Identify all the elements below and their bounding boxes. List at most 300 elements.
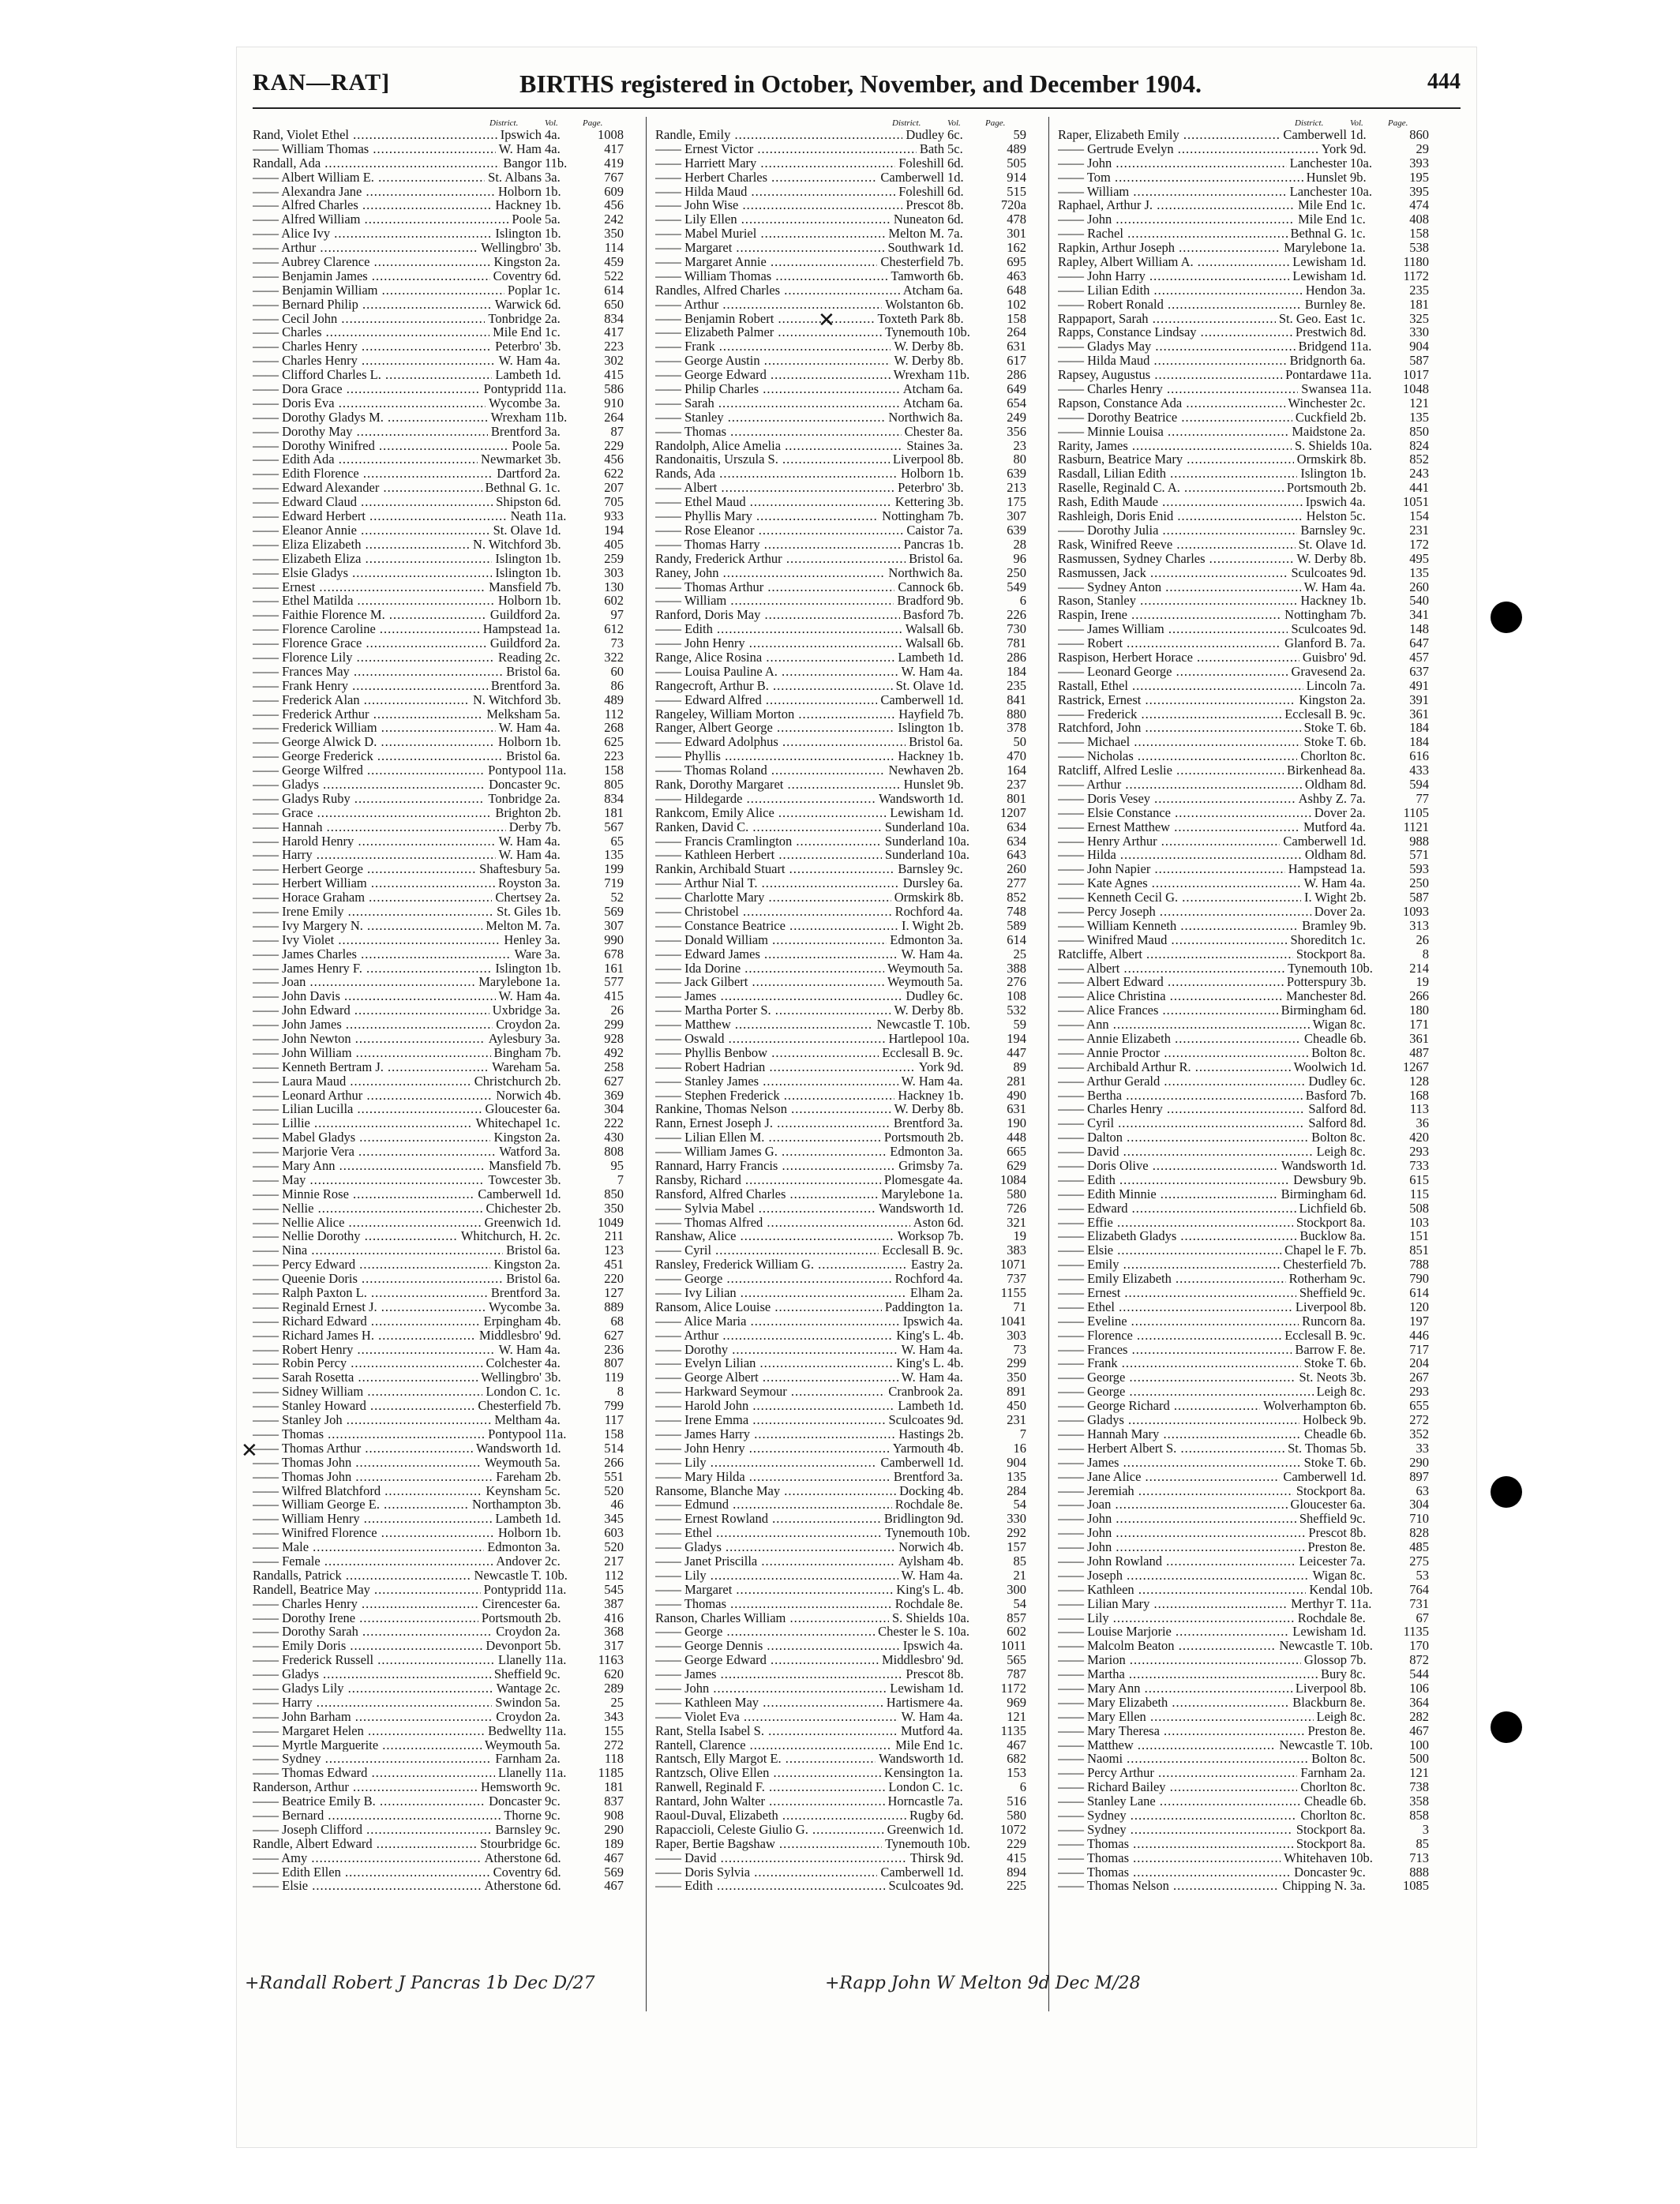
entry-volume: 11a. — [545, 381, 567, 397]
entry-district: Lambeth — [492, 368, 542, 382]
entry-name: —— Harold Henry ..... — [253, 834, 537, 849]
entry-district: W. Ham — [496, 989, 542, 1003]
entry-district: Grimsby — [895, 1159, 944, 1173]
entry-volume: 8b. — [947, 353, 964, 369]
entry-name: —— Winifred Maud ..... — [1058, 933, 1342, 947]
entry-district: Lambeth — [894, 1399, 944, 1413]
entry-page: 505 — [1007, 155, 1026, 171]
entry-name: —— Amy ..... — [253, 1851, 537, 1865]
entry-page: 629 — [1007, 1158, 1026, 1174]
entry-name: —— Thomas Harry ..... — [655, 538, 939, 552]
entry-volume: 1b. — [545, 960, 561, 976]
entry-volume: 11a. — [1350, 367, 1372, 383]
entry-district: Walsall — [902, 636, 944, 650]
entry-district: Brentford — [488, 425, 542, 439]
index-entry — [1058, 1724, 1453, 1738]
entry-name: —— Frederick Russell ..... — [253, 1653, 537, 1667]
entry-page: 249 — [1007, 409, 1026, 425]
index-entry — [253, 1385, 647, 1399]
entry-page: 277 — [1007, 875, 1026, 891]
entry-volume: 9c. — [1350, 522, 1366, 538]
entry-page: 86 — [610, 677, 624, 693]
entry-district: Gloucester — [1288, 1497, 1347, 1512]
entry-volume: 7a. — [1350, 790, 1366, 806]
entry-page: 217 — [604, 1553, 624, 1569]
entry-page: 738 — [1409, 1779, 1429, 1795]
entry-page: 112 — [604, 1567, 624, 1583]
entry-volume: 3b. — [545, 1370, 561, 1385]
entry-volume: 2b. — [947, 917, 964, 933]
column-heading-label: Vol. — [545, 118, 558, 128]
index-entry — [1058, 283, 1453, 298]
entry-page: 272 — [1409, 1412, 1429, 1428]
entry-district: Lincoln — [1303, 679, 1347, 693]
index-entry — [1058, 594, 1453, 608]
entry-volume: 4a. — [947, 1567, 963, 1583]
entry-volume: 4a. — [545, 1341, 561, 1357]
entry-volume: 2a. — [545, 1624, 561, 1640]
index-entry — [253, 735, 647, 749]
entry-page: 120 — [1409, 1299, 1429, 1314]
entry-page: 748 — [1007, 903, 1026, 919]
entry-volume: 9d. — [947, 1878, 964, 1894]
punch-hole — [1491, 1711, 1522, 1743]
entry-name: —— Annie Elizabeth ..... — [1058, 1032, 1342, 1046]
entry-district: Wareham — [489, 1060, 542, 1074]
entry-name: —— Edmund ..... — [655, 1497, 939, 1512]
entry-name: —— Charles Henry ..... — [253, 1597, 537, 1611]
entry-district: Prescot — [902, 1667, 944, 1681]
entry-name: —— Stanley Joh ..... — [253, 1413, 537, 1427]
entry-page: 1207 — [1000, 804, 1026, 820]
entry-name: —— Nellie Dorothy ..... — [253, 1229, 537, 1243]
entry-district: Mutford — [898, 1724, 944, 1738]
entry-volume: 1d. — [947, 790, 964, 806]
entry-page: 467 — [1007, 1737, 1026, 1752]
index-entry — [655, 425, 1050, 439]
index-entry — [655, 1441, 1050, 1456]
entry-name: Rann, Ernest Joseph J. ..... — [655, 1116, 939, 1130]
entry-volume: 8c. — [1350, 1144, 1366, 1160]
entry-page: 117 — [604, 1412, 624, 1428]
entry-name: —— John Davis ..... — [253, 989, 537, 1003]
entry-volume: 6a. — [947, 282, 963, 298]
entry-name: —— George Frederick ..... — [253, 749, 537, 763]
page-number: 444 — [1427, 69, 1461, 94]
entry-district: Brentford — [488, 679, 542, 693]
index-entry — [253, 1512, 647, 1526]
entry-district: Ecclesall B. — [879, 1046, 944, 1060]
index-entry — [1058, 989, 1453, 1003]
entry-district: Hampstead — [480, 622, 542, 636]
entry-volume: 1d. — [1350, 833, 1367, 849]
entry-volume: 5c. — [545, 1482, 561, 1498]
entry-page: 350 — [1007, 1370, 1026, 1385]
entry-district: Liverpool — [1292, 1300, 1347, 1314]
entry-name: Rasdall, Lilian Edith ..... — [1058, 467, 1342, 481]
entry-name: —— Beatrice Emily B. ..... — [253, 1794, 537, 1809]
entry-name: —— Marion ..... — [1058, 1653, 1342, 1667]
index-entry — [1058, 763, 1453, 778]
entry-name: —— John ..... — [1058, 156, 1342, 171]
entry-volume: 6a. — [947, 395, 963, 410]
entry-district: Shaftesbury — [476, 862, 542, 876]
entry-name: —— Gladys ..... — [253, 778, 537, 792]
entry-page: 1105 — [1403, 804, 1429, 820]
entry-name: —— Phyllis Benbow ..... — [655, 1046, 939, 1060]
entry-district: W. Ham — [898, 1343, 944, 1357]
entry-name: —— Dorothy Sarah ..... — [253, 1625, 537, 1639]
index-entry — [655, 763, 1050, 778]
entry-page: 387 — [604, 1595, 624, 1611]
entry-volume: 11b. — [545, 155, 568, 171]
entry-page: 242 — [604, 212, 624, 227]
index-entry — [655, 227, 1050, 241]
index-entry — [253, 1173, 647, 1187]
entry-volume: 5a. — [545, 1694, 561, 1710]
entry-name: —— Florence Grace ..... — [253, 636, 537, 650]
entry-name: —— Elsie Constance ..... — [1058, 806, 1342, 820]
entry-name: —— Gladys ..... — [655, 1540, 939, 1554]
entry-page: 46 — [610, 1497, 624, 1512]
entry-volume: 10a. — [947, 833, 969, 849]
index-entry — [253, 227, 647, 241]
entry-page: 264 — [604, 409, 624, 425]
entry-page: 419 — [604, 155, 624, 171]
entry-volume: 3a. — [947, 1115, 963, 1131]
entry-district: Neath — [508, 509, 542, 523]
header-rule — [253, 107, 1461, 109]
entry-page: 121 — [1409, 395, 1429, 410]
entry-volume: 2c. — [545, 1553, 561, 1569]
entry-district: Camberwell — [474, 1187, 542, 1201]
entry-page: 211 — [604, 1228, 624, 1244]
entry-name: —— Dora Grace ..... — [253, 382, 537, 396]
index-entry — [253, 1653, 647, 1667]
entry-volume: 11a. — [545, 1652, 567, 1668]
entry-page: 322 — [604, 649, 624, 665]
index-entry — [655, 1540, 1050, 1554]
entry-district: Portsmouth — [1284, 481, 1347, 495]
index-entry — [1058, 354, 1453, 368]
entry-district: Holborn — [495, 594, 542, 608]
entry-page: 307 — [1007, 508, 1026, 524]
entry-name: Ranken, David C. ..... — [655, 820, 939, 834]
entry-volume: 9c. — [545, 1807, 561, 1823]
entry-volume: 3a. — [947, 931, 963, 947]
entry-district: Tynemouth — [882, 1837, 944, 1851]
entry-page: 123 — [604, 1243, 624, 1258]
entry-volume: 8b. — [947, 339, 964, 354]
entry-volume: 11a. — [545, 1765, 567, 1781]
entry-volume: 9d. — [1350, 141, 1367, 156]
entry-district: Bolton — [1308, 1752, 1347, 1766]
entry-district: Wolverhampton — [1260, 1399, 1347, 1413]
index-entry — [1058, 481, 1453, 495]
entry-page: 508 — [1409, 1200, 1429, 1216]
entry-page: 914 — [1007, 169, 1026, 185]
entry-volume: 10a. — [1350, 183, 1372, 199]
entry-name: —— Minnie Rose ..... — [253, 1187, 537, 1201]
entry-volume: 3a. — [545, 1144, 561, 1160]
entry-name: —— George Edward ..... — [655, 368, 939, 382]
entry-district: Chester le S. — [875, 1625, 944, 1639]
entry-name: —— Grace ..... — [253, 806, 537, 820]
entry-district: London C. — [885, 1780, 944, 1794]
entry-volume: 6b. — [947, 268, 964, 283]
entry-name: —— Thomas ..... — [655, 425, 939, 439]
entry-volume: 1c. — [545, 282, 561, 298]
entry-district: Bingham — [491, 1046, 542, 1060]
index-entry — [253, 1159, 647, 1173]
entry-page: 162 — [1007, 240, 1026, 256]
index-entry — [253, 1046, 647, 1060]
entry-page: 317 — [604, 1638, 624, 1654]
entry-volume: 10a. — [947, 819, 969, 834]
index-entry — [1058, 1540, 1453, 1554]
entry-page: 1093 — [1403, 903, 1429, 919]
entry-page: 933 — [604, 508, 624, 524]
index-entry — [1058, 1018, 1453, 1032]
entry-volume: 8b. — [1350, 1299, 1367, 1314]
entry-district: Blackburn — [1289, 1696, 1347, 1710]
entry-page: 467 — [604, 1850, 624, 1865]
entry-volume: 1c. — [947, 1737, 963, 1752]
index-entry — [253, 425, 647, 439]
entry-page: 731 — [1409, 1595, 1429, 1611]
index-entry — [655, 1243, 1050, 1258]
entry-volume: 4b. — [947, 1553, 964, 1569]
entry-page: 77 — [1416, 790, 1429, 806]
entry-volume: 8c. — [1350, 1751, 1366, 1767]
entry-name: Rapaccioli, Celeste Giulio G. ..... — [655, 1823, 939, 1837]
entry-page: 634 — [1007, 833, 1026, 849]
entry-name: —— Charles Henry ..... — [253, 354, 537, 368]
entry-page: 717 — [1409, 1341, 1429, 1357]
index-entry — [1058, 212, 1453, 227]
entry-district: Farnham — [1297, 1766, 1347, 1780]
entry-name: —— Thomas ..... — [1058, 1837, 1342, 1851]
entry-page: 85 — [1416, 1835, 1429, 1851]
entry-name: Rantsch, Elly Margot E. ..... — [655, 1752, 939, 1766]
index-entry — [1058, 325, 1453, 339]
entry-page: 857 — [1007, 1610, 1026, 1625]
entry-district: Stockport — [1293, 947, 1347, 961]
entry-name: —— George Alwick D. ..... — [253, 735, 537, 749]
entry-volume: 9c. — [545, 1794, 561, 1809]
entry-district: Newmarket — [478, 452, 542, 467]
entry-page: 807 — [604, 1355, 624, 1371]
entry-name: —— Mary Hilda ..... — [655, 1470, 939, 1484]
entry-page: 114 — [604, 240, 624, 256]
index-entry — [1058, 410, 1453, 425]
index-entry — [655, 1625, 1050, 1639]
entry-page: 264 — [1007, 324, 1026, 340]
entry-name: Ranwell, Reginald F. ..... — [655, 1780, 939, 1794]
entry-district: W. Derby — [891, 1003, 944, 1018]
entry-name: —— Arthur ..... — [655, 298, 939, 312]
entry-district: Edmonton — [887, 1145, 944, 1159]
entry-page: 538 — [1409, 240, 1429, 256]
entry-volume: 8c. — [1350, 1130, 1366, 1145]
index-entry — [655, 820, 1050, 834]
entry-page: 115 — [1409, 1186, 1429, 1201]
index-entry — [253, 1074, 647, 1089]
index-entry — [253, 1865, 647, 1880]
entry-volume: 8c. — [1350, 748, 1366, 764]
index-entry — [1058, 171, 1453, 185]
entry-volume: 6d. — [1350, 1003, 1367, 1018]
entry-page: 446 — [1409, 1327, 1429, 1343]
index-entry — [253, 1738, 647, 1752]
entry-volume: 9b. — [1350, 917, 1367, 933]
index-entry — [655, 1329, 1050, 1343]
entry-page: 268 — [604, 720, 624, 736]
entry-volume: 6b. — [1350, 734, 1367, 750]
index-entry — [1058, 382, 1453, 396]
entry-volume: 1d. — [947, 1200, 964, 1216]
entry-page: 589 — [1007, 917, 1026, 933]
entry-volume: 9d. — [1350, 621, 1367, 637]
entry-volume: 7b. — [1350, 1652, 1367, 1668]
entry-name: —— Dorothy ..... — [655, 1343, 939, 1357]
entry-district: Bradford — [894, 594, 944, 608]
index-entry — [655, 354, 1050, 368]
entry-district: Hackney — [894, 1089, 944, 1103]
entry-volume: 7b. — [947, 508, 964, 524]
entry-volume: 8c. — [1350, 1779, 1366, 1795]
entry-page: 828 — [1409, 1525, 1429, 1541]
entry-volume: 2b. — [545, 1200, 561, 1216]
entry-page: 352 — [1409, 1426, 1429, 1441]
entry-page: 587 — [1409, 353, 1429, 369]
entry-district: Doncaster — [486, 778, 542, 792]
entry-district: Thorne — [501, 1809, 542, 1823]
entry-volume: 2a. — [1350, 423, 1366, 439]
entry-district: Maidstone — [1288, 425, 1347, 439]
entry-name: —— Matthew ..... — [655, 1018, 939, 1032]
entry-volume: 8b. — [947, 197, 964, 213]
entry-district: Sculcoates — [885, 1413, 944, 1427]
index-entry — [655, 1823, 1050, 1837]
entry-name: —— Hilda Maud ..... — [1058, 354, 1342, 368]
entry-name: —— Constance Beatrice ..... — [655, 919, 939, 933]
entry-district: Rochdale — [1295, 1611, 1347, 1625]
entry-volume: 3a. — [947, 1468, 963, 1484]
entry-district: Llanelly — [495, 1653, 542, 1667]
entry-volume: 4a. — [947, 1370, 963, 1385]
entry-district: Whitchurch, H. — [458, 1229, 542, 1243]
index-entry — [1058, 1780, 1453, 1794]
entry-page: 457 — [1409, 649, 1429, 665]
entry-volume: 11a. — [545, 763, 567, 778]
index-entry — [1058, 1116, 1453, 1130]
entry-name: —— Dorothy Beatrice ..... — [1058, 410, 1342, 425]
entry-name: —— Evelyn Lilian ..... — [655, 1356, 939, 1370]
entry-name: —— Lily ..... — [1058, 1611, 1342, 1625]
index-entry — [1058, 1526, 1453, 1540]
entry-district: Lewisham — [887, 1681, 944, 1696]
entry-name: —— Percy Joseph ..... — [1058, 905, 1342, 919]
index-entry — [253, 1484, 647, 1498]
entry-page: 25 — [610, 1694, 624, 1710]
index-entry — [655, 467, 1050, 481]
entry-name: Rankcom, Emily Alice ..... — [655, 806, 939, 820]
column-heading-label: Vol. — [1350, 118, 1363, 128]
entry-volume: 8b. — [1350, 452, 1367, 467]
entry-page: 73 — [1013, 1341, 1026, 1357]
entry-volume: 9d. — [947, 1412, 964, 1428]
entry-volume: 3b. — [545, 240, 561, 256]
entry-page: 824 — [1409, 437, 1429, 453]
entry-volume: 11a. — [545, 1581, 567, 1597]
index-entry — [1058, 1611, 1453, 1625]
index-entry — [253, 1724, 647, 1738]
entry-district: Erpingham — [481, 1314, 542, 1329]
index-entry — [655, 283, 1050, 298]
entry-name: —— Dorothy Gladys M. ..... — [253, 410, 537, 425]
entry-volume: 3a. — [1350, 282, 1366, 298]
entry-name: Ransome, Blanche May ..... — [655, 1484, 939, 1498]
index-entry — [655, 1780, 1050, 1794]
index-entry — [655, 552, 1050, 566]
entry-district: Pancras — [901, 538, 944, 552]
index-entry — [655, 1809, 1050, 1823]
index-entry — [253, 198, 647, 212]
entry-volume: 1d. — [1350, 1158, 1367, 1174]
entry-district: Brentford — [891, 1470, 944, 1484]
entry-page: 301 — [1007, 226, 1026, 242]
entry-name: —— James ..... — [655, 989, 939, 1003]
entry-volume: 1b. — [545, 734, 561, 750]
entry-name: —— Robin Percy ..... — [253, 1356, 537, 1370]
entry-volume: 2b. — [545, 1468, 561, 1484]
entry-volume: 2b. — [947, 1130, 964, 1145]
entry-volume: 4b. — [947, 1539, 964, 1555]
entry-volume: 9d. — [947, 1059, 964, 1074]
index-entry — [655, 1046, 1050, 1060]
index-entry — [253, 1370, 647, 1385]
index-entry — [253, 1032, 647, 1046]
entry-volume: 6d. — [545, 296, 561, 312]
entry-district: Kendal — [1306, 1583, 1347, 1597]
entry-name: —— Ida Dorine ..... — [655, 961, 939, 976]
index-entry — [1058, 820, 1453, 834]
entry-district: Wigan — [1310, 1018, 1347, 1032]
entry-volume: 6c. — [947, 988, 963, 1004]
entry-page: 172 — [1409, 536, 1429, 552]
entry-district: Hayfield — [895, 707, 944, 722]
entry-volume: 6d. — [947, 1807, 964, 1823]
entry-page: 54 — [1013, 1497, 1026, 1512]
index-entry — [253, 1229, 647, 1243]
entry-name: —— David ..... — [655, 1851, 939, 1865]
column-heading-label: District. — [1295, 118, 1324, 128]
entry-page: 189 — [604, 1835, 624, 1851]
index-entry — [253, 1060, 647, 1074]
index-entry — [253, 1441, 647, 1456]
entry-name: Raper, Bertie Bagshaw ..... — [655, 1837, 939, 1851]
entry-name: —— Albert William E. ..... — [253, 171, 537, 185]
entry-district: Stoke T. — [1301, 1456, 1347, 1470]
index-entry — [1058, 919, 1453, 933]
entry-district: Doncaster — [486, 1794, 542, 1809]
index-entry — [253, 269, 647, 283]
entry-name: —— Dorothy May ..... — [253, 425, 537, 439]
entry-district: Coventry — [490, 1865, 542, 1880]
entry-volume: 1c. — [1350, 226, 1366, 242]
entry-volume: 8c. — [1350, 1666, 1366, 1682]
